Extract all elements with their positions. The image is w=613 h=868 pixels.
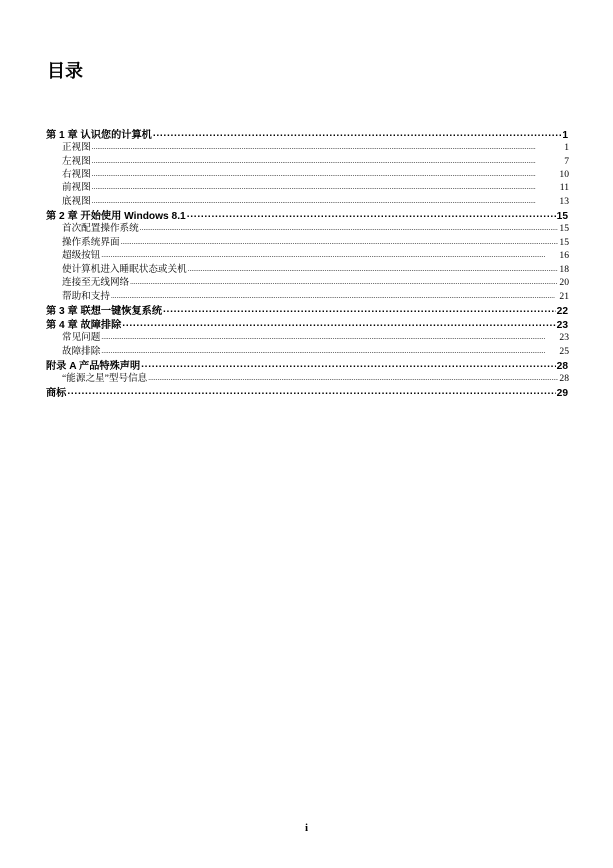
toc-entry-page-number: 20	[559, 277, 569, 288]
toc-entry-title: 正视图	[62, 142, 91, 153]
dot-leader	[101, 248, 558, 258]
toc-entry-title: 操作系统界面	[62, 236, 120, 248]
toc-section-entry[interactable]	[46, 261, 569, 274]
toc-section-entry[interactable]	[46, 179, 569, 192]
toc-chapter-entry[interactable]	[46, 315, 569, 329]
toc-entry-page-number: 13	[559, 195, 569, 207]
dot-leader	[92, 140, 562, 150]
toc-entry-page-number: 21	[559, 290, 569, 302]
dot-leader	[141, 359, 556, 369]
toc-entry-page-number: 10	[559, 169, 569, 180]
dot-leader	[92, 154, 562, 164]
toc-section-entry[interactable]	[46, 220, 569, 233]
dot-leader	[130, 275, 558, 285]
toc-entry-page-number: 15	[559, 236, 569, 248]
toc-entry-title: 前视图	[62, 182, 91, 193]
toc-entry-title: 连接至无线网络	[62, 277, 130, 288]
toc-entry-page-number: 16	[559, 250, 569, 261]
toc-chapter-entry[interactable]	[46, 301, 569, 315]
toc-entry-page-number: 7	[564, 155, 569, 166]
toc-entry-page-number: 1	[562, 129, 568, 140]
dot-leader	[67, 386, 555, 396]
toc-entry-page-number: 1	[564, 142, 569, 153]
toc-section-entry[interactable]	[46, 329, 569, 342]
toc-chapter-entry[interactable]	[46, 384, 569, 398]
toc-entry-title: 帮助和支持	[62, 290, 110, 302]
toc-section-entry[interactable]	[46, 166, 569, 179]
dot-leader	[111, 289, 558, 299]
dot-leader	[92, 167, 559, 177]
toc-section-entry[interactable]	[46, 247, 569, 260]
toc-chapter-entry[interactable]	[46, 206, 569, 220]
toc-entry-page-number: 28	[556, 360, 568, 371]
dot-leader	[101, 330, 558, 340]
toc-entry-title: 左视图	[62, 155, 91, 166]
dot-leader	[92, 180, 559, 190]
toc-entry-page-number: 15	[556, 211, 568, 221]
toc-entry-title: 故障排除	[62, 345, 101, 357]
toc-entry-title: 右视图	[62, 169, 91, 180]
toc-entry-title: 第 3 章 联想一键恢复系统	[46, 305, 163, 316]
toc-entry-page-number: 18	[559, 263, 569, 275]
toc-entry-title: 首次配置操作系统	[62, 223, 139, 234]
dot-leader	[140, 221, 559, 231]
toc-entry-title: 第 4 章 故障排除	[46, 319, 122, 330]
toc-entry-title: 商标	[46, 388, 67, 398]
dot-leader	[187, 209, 556, 219]
toc-chapter-entry[interactable]	[46, 125, 569, 139]
page-title: 目录	[47, 61, 83, 82]
toc-section-entry[interactable]	[46, 193, 569, 206]
toc-section-entry[interactable]	[46, 274, 569, 287]
toc-entry-page-number: 22	[556, 305, 568, 316]
toc-chapter-entry[interactable]	[46, 356, 569, 370]
toc-entry-page-number: 23	[559, 332, 569, 343]
dot-leader	[153, 128, 561, 138]
toc-section-entry[interactable]	[46, 288, 569, 301]
toc-section-entry[interactable]	[46, 370, 569, 383]
toc-entry-page-number: 25	[559, 345, 569, 357]
toc-section-entry[interactable]	[46, 343, 569, 356]
toc-entry-page-number: 11	[559, 182, 569, 193]
dot-leader	[163, 304, 556, 314]
toc-section-entry[interactable]	[46, 153, 569, 166]
toc-entry-title: 使计算机进入睡眠状态或关机	[62, 263, 187, 275]
toc-entry-title: 底视图	[62, 195, 91, 207]
toc-section-entry[interactable]	[46, 139, 569, 152]
dot-leader	[121, 235, 559, 245]
toc-entry-title: “能源之星”型号信息	[62, 373, 148, 384]
dot-leader	[148, 371, 558, 381]
toc-entry-page-number: 29	[556, 388, 568, 398]
toc-entry-title: 超级按钮	[62, 250, 101, 261]
toc-entry-page-number: 23	[556, 319, 568, 330]
page-number: i	[304, 822, 309, 834]
dot-leader	[101, 344, 558, 354]
toc-entry-title: 第 2 章 开始使用 Windows 8.1	[46, 211, 186, 221]
dot-leader	[92, 194, 559, 204]
dot-leader	[188, 262, 559, 272]
toc-entry-title: 常见问题	[62, 332, 101, 343]
toc-section-entry[interactable]	[46, 234, 569, 247]
toc-entry-page-number: 28	[559, 373, 569, 384]
toc-entry-page-number: 15	[559, 223, 569, 234]
dot-leader	[122, 318, 555, 328]
table-of-contents	[46, 125, 569, 398]
toc-entry-title: 第 1 章 认识您的计算机	[46, 129, 152, 140]
toc-entry-title: 附录 A 产品特殊声明	[46, 360, 141, 371]
